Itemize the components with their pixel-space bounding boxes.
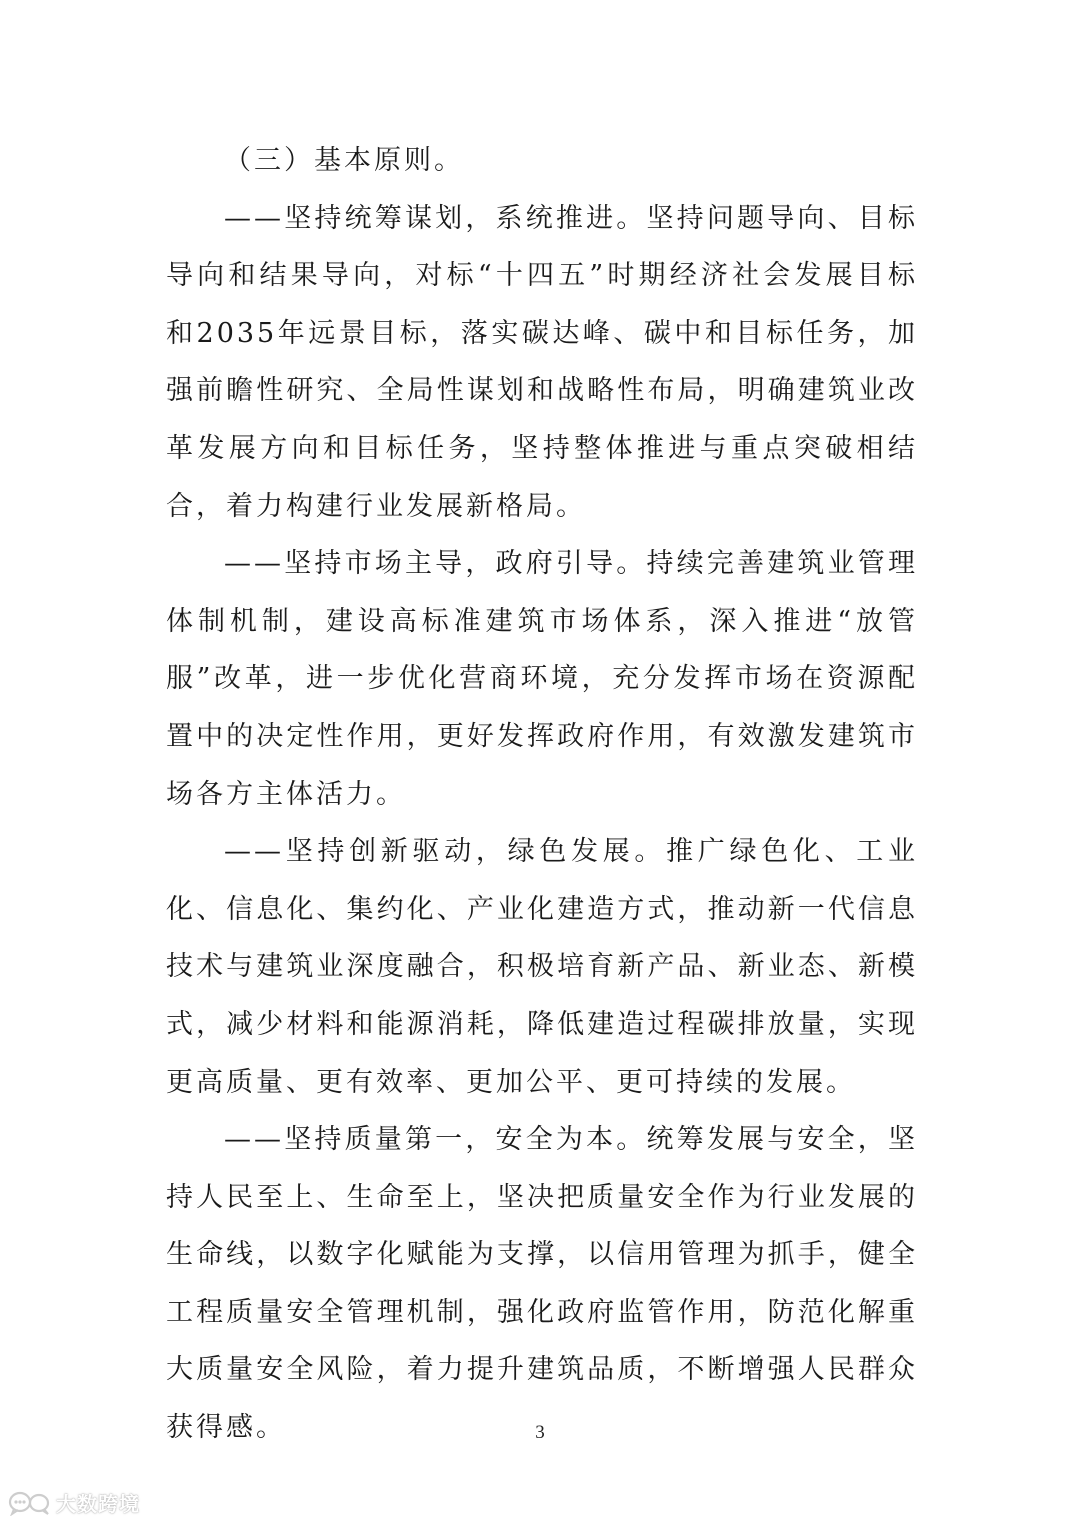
- principle-paragraph-3: ——坚持创新驱动，绿色发展。推广绿色化、工业化、信息化、集约化、产业化建造方式，推动新一代信息技术与建筑业深度融合，积极培育新产品、新业态、新模式，减少材料和能源消耗，降低建造过程碳排放量，实现更高质量、更有效率、更加公平、更可持续的发展。: [166, 836, 918, 1098]
- principle-paragraph-1: ——坚持统筹谋划，系统推进。坚持问题导向、目标导向和结果导向，对标“十四五”时期经济社会发展目标和2035年远景目标，落实碳达峰、碳中和目标任务，加强前瞻性研究、全局性谋划和战略性布局，明确建筑业改革发展方向和目标任务，坚持整体推进与重点突破相结合，着力构建行业发展新格局。: [166, 202, 918, 522]
- chat-bubble-logo-icon: [8, 1490, 52, 1516]
- page-number: 3: [535, 1422, 545, 1443]
- section-heading: （三）基本原则。: [224, 145, 464, 176]
- watermark: [8, 1488, 140, 1517]
- principle-paragraph-4: ——坚持质量第一，安全为本。统筹发展与安全，坚持人民至上、生命至上，坚决把质量安全作为行业发展的生命线，以数字化赋能为支撑，以信用管理为抓手，健全工程质量安全管理机制，强化政府监管作用，防范化解重大质量安全风险，着力提升建筑品质，不断增强人民群众获得感。: [166, 1124, 918, 1444]
- document-body: [166, 132, 918, 1457]
- principle-paragraph-2: ——坚持市场主导，政府引导。持续完善建筑业管理体制机制，建设高标准建筑市场体系，深入推进“放管服”改革，进一步优化营商环境，充分发挥市场在资源配置中的决定性作用，更好发挥政府作用，有效激发建筑市场各方主体活力。: [166, 548, 918, 810]
- watermark-text: 大数跨境: [56, 1492, 140, 1516]
